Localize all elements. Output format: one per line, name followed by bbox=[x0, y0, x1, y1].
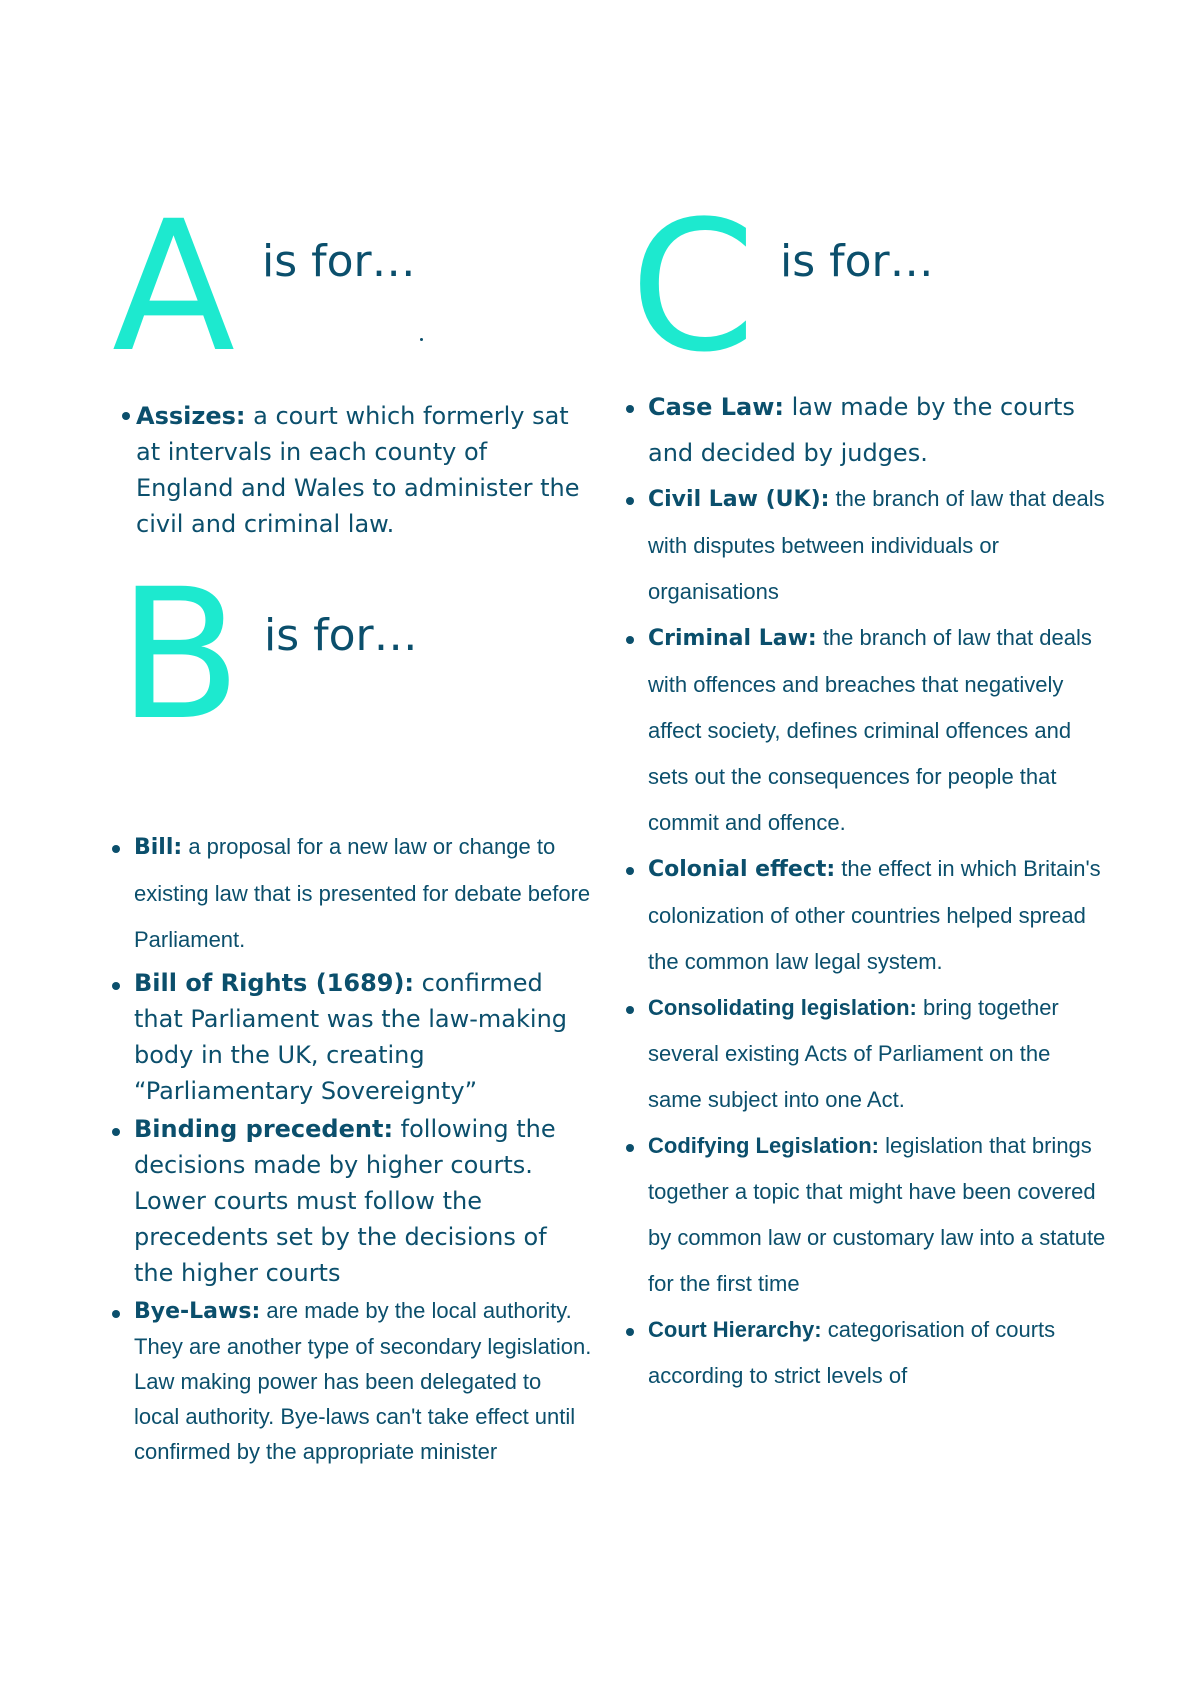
bullet-icon bbox=[626, 1144, 634, 1152]
definition: following the decisions made by higher courts. Lower courts must follow the precedents set by the decisions of the higher courts bbox=[134, 1115, 556, 1287]
definition: a proposal for a new law or change to existing law that is presented for debate before Parliament. bbox=[134, 834, 591, 952]
stray-dot bbox=[420, 338, 423, 341]
list-item bbox=[626, 1123, 1106, 1307]
bullet-icon bbox=[112, 982, 120, 990]
term: Court Hierarchy: bbox=[648, 1317, 822, 1342]
definition: the branch of law that deals with disputes between individuals or organisations bbox=[648, 486, 1105, 604]
bullet-icon bbox=[112, 1128, 120, 1136]
bullet-icon bbox=[112, 845, 120, 853]
definition: the effect in which Britain's colonization of other countries helped spread the common law legal system. bbox=[648, 856, 1101, 974]
definition: confirmed that Parliament was the law-making body in the UK, creating “Parliamentary Sovereignty” bbox=[134, 969, 568, 1105]
list-b bbox=[112, 824, 592, 1471]
list-item bbox=[626, 615, 1106, 846]
term: Bye-Laws: bbox=[134, 1299, 261, 1324]
term: Bill of Rights (1689): bbox=[134, 969, 415, 997]
list-item bbox=[112, 1111, 592, 1291]
definition: a court which formerly sat at intervals in each county of England and Wales to administer the civil and criminal law. bbox=[136, 402, 580, 538]
list-item bbox=[112, 1293, 592, 1469]
bullet-icon bbox=[112, 1310, 120, 1318]
term: Bill: bbox=[134, 835, 183, 860]
bullet-icon bbox=[626, 1006, 634, 1014]
list-item bbox=[112, 824, 592, 963]
letter-c: C bbox=[630, 183, 756, 392]
list-item bbox=[626, 846, 1106, 985]
definition: bring together several existing Acts of Parliament on the same subject into one Act. bbox=[648, 995, 1059, 1112]
term: Assizes: bbox=[136, 402, 246, 430]
bullet-icon bbox=[626, 497, 634, 505]
term: Civil Law (UK): bbox=[648, 487, 830, 512]
definition: legislation that brings together a topic that might have been covered by common law or customary law into a statute for the first time bbox=[648, 1133, 1106, 1296]
term: Codifying Legislation: bbox=[648, 1133, 879, 1158]
bullet-icon bbox=[626, 636, 634, 644]
heading-a: is for… bbox=[262, 236, 416, 287]
list-item bbox=[112, 965, 592, 1109]
definition: the branch of law that deals with offences and breaches that negatively affect society, defines criminal offences and sets out the consequences for people that commit and offence. bbox=[648, 625, 1092, 835]
bullet-icon bbox=[626, 867, 634, 875]
list-item bbox=[626, 384, 1106, 476]
term: Colonial effect: bbox=[648, 857, 836, 882]
list-item bbox=[626, 476, 1106, 615]
definition: categorisation of courts according to strict levels of bbox=[648, 1317, 1056, 1388]
heading-c: is for… bbox=[780, 236, 934, 287]
list-item bbox=[116, 398, 586, 542]
bullet-icon bbox=[626, 405, 634, 413]
term: Criminal Law: bbox=[648, 626, 817, 651]
term: Binding precedent: bbox=[134, 1115, 394, 1143]
letter-b: B bbox=[118, 551, 242, 760]
heading-b: is for… bbox=[264, 610, 418, 661]
list-item bbox=[626, 985, 1106, 1123]
list-a bbox=[116, 398, 586, 542]
bullet-icon bbox=[122, 412, 130, 420]
bullet-icon bbox=[626, 1328, 634, 1336]
list-item bbox=[626, 1307, 1106, 1399]
term: Case Law: bbox=[648, 393, 784, 421]
definition: law made by the courts and decided by judges. bbox=[648, 393, 1075, 467]
letter-a: A bbox=[112, 183, 236, 392]
term: Consolidating legislation: bbox=[648, 995, 917, 1020]
definition: are made by the local authority. They are another type of secondary legislation. Law making power has been delegated to local authority. Bye-laws can't take effect until confirmed by the appropriate minister bbox=[134, 1298, 592, 1464]
list-c bbox=[626, 384, 1106, 1399]
